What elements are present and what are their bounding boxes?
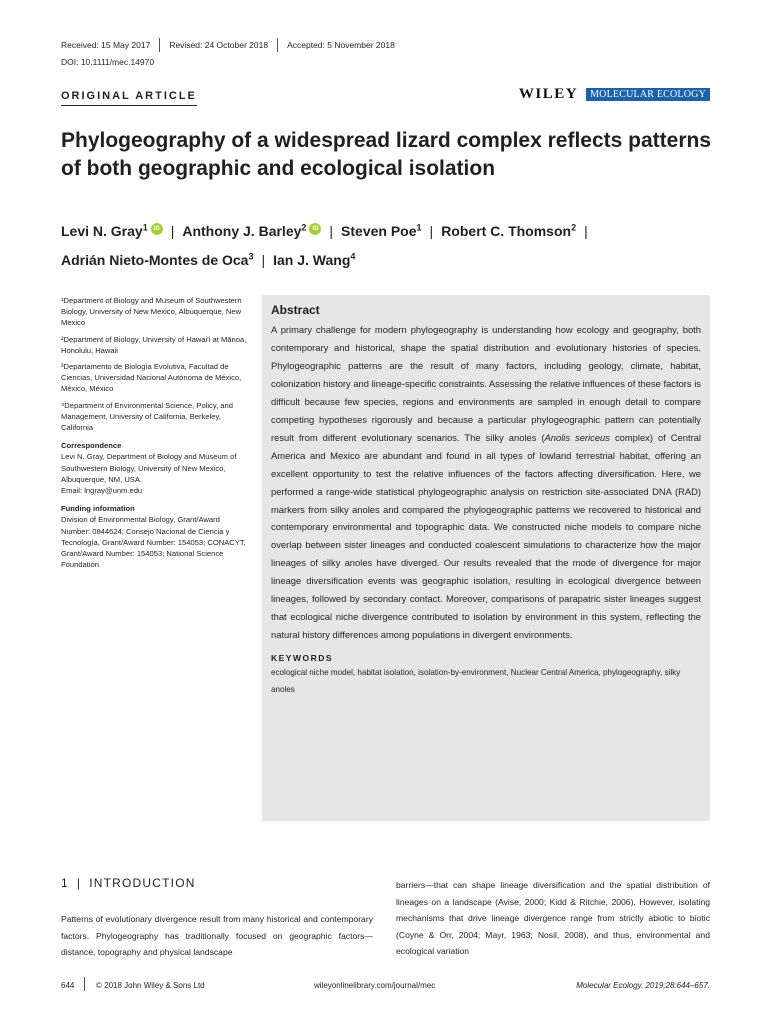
- affiliations-column: [61, 295, 251, 575]
- author[interactable]: Robert C. Thomson$^2$: [441, 222, 577, 239]
- citation: Molecular Ecology. 2019;28:644–657.: [576, 981, 710, 990]
- correspondence-email[interactable]: Email: lngray@unm.edu: [61, 486, 143, 496]
- page-number: 644: [61, 981, 75, 990]
- keywords-text: ecological niche model, habitat isolation, isolation-by-environment, Nuclear Central America, phylogeography, silky anoles: [271, 668, 681, 695]
- received-date: Received: 15 May 2017: [61, 40, 151, 50]
- divider: [159, 38, 160, 52]
- submission-dates: [61, 38, 395, 52]
- correspondence-heading: Correspondence: [61, 441, 122, 451]
- doi[interactable]: DOI: 10.1111/mec.14970: [61, 57, 155, 67]
- species-name: Anolis sericeus: [544, 431, 610, 443]
- abstract-heading: Abstract: [271, 303, 320, 317]
- intro-text-right: barriers—that can shape lineage diversification and the spatial distribution of lineages on a landscape (Avise, 2000; Kidd & Ritchie, 2006). However, isolating mechanisms that drive lineage divergence range from strictly abiotic to biotic (Coyne & Orr, 2004; Mayr, 1963; Nosil, 2008), and thus, environmental and ecological variation: [396, 880, 710, 957]
- author-separator: |: [329, 222, 334, 239]
- abstract-panel: [262, 295, 710, 821]
- author-separator: |: [261, 252, 266, 269]
- author[interactable]: Steven Poe$^1$: [341, 222, 422, 239]
- author[interactable]: Levi N. Gray$^1$: [61, 222, 148, 239]
- publisher-logo: WILEY: [518, 86, 579, 102]
- author[interactable]: Anthony J. Barley$^2$: [182, 222, 307, 239]
- author-list: [61, 214, 711, 273]
- affiliation: ³Departamento de Biología Evolutiva, Facultad de Ciencias, Universidad Nacional Autónoma de México, México, México: [61, 362, 242, 394]
- orcid-icon[interactable]: [151, 223, 163, 235]
- divider: [277, 38, 278, 52]
- revised-date: Revised: 24 October 2018: [169, 40, 269, 50]
- funding-text: Division of Environmental Biology, Grant/Award Number: 0844624; Consejo Nacional de Ciencia y Tecnología, Grant/Award Number: 154053; CONACYT, Grant/Award Number: 154053; National Science Foundation: [61, 515, 246, 570]
- affiliation: ⁴Department of Environmental Science, Policy, and Management, University of California, Berkeley, California: [61, 400, 233, 433]
- section-title: INTRODUCTION: [89, 876, 196, 890]
- author-separator: |: [584, 222, 588, 239]
- journal-url[interactable]: wileyonlinelibrary.com/journal/mec: [314, 981, 436, 990]
- author[interactable]: Ian J. Wang$^4$: [273, 251, 356, 269]
- copyright: © 2018 John Wiley & Sons Ltd: [96, 981, 205, 990]
- article-title: Phylogeography of a widespread lizard complex reflects patterns of both geographic and ecological isolation: [61, 129, 712, 180]
- correspondence-text: Levi N. Gray, Department of Biology and Museum of Southwestern Biology, University of New Mexico, Albuquerque, NM, USA.: [61, 452, 237, 484]
- author[interactable]: Adrián Nieto-Montes de Oca$^3$: [61, 251, 254, 269]
- section-heading: [61, 876, 196, 890]
- funding-heading: Funding information: [61, 504, 135, 514]
- keywords-heading: KEYWORDS: [271, 653, 334, 664]
- divider: [84, 977, 85, 991]
- section-separator: |: [76, 876, 82, 890]
- intro-text-left: Patterns of evolutionary divergence result from many historical and contemporary factors. Phylogeography has traditionally focused on geographic factors—distance, topography and physical landscape: [61, 914, 373, 958]
- affiliation: ¹Department of Biology and Museum of Southwestern Biology, University of New Mexico, Albuquerque, New Mexico: [61, 296, 242, 328]
- accepted-date: Accepted: 5 November 2018: [287, 40, 395, 50]
- author-separator: |: [170, 222, 175, 239]
- orcid-icon[interactable]: [309, 223, 321, 235]
- abstract-text: A primary challenge for modern phylogeography is understanding how ecology and geography, both contemporary and historical, shape the spatial distribution and evolutionary histories of species. Phylogeographic patterns are the result of many factors, including geology, climate, habitat, colonization history and lineage-specific constraints. Assessing the relative influences of these factors is difficult because few species, regions and environments are sampled in enough detail to compare competing hypotheses rigorously and because a particular phylogeographic pattern can potentially result from different evolutionary scenarios. The silky anoles (Anolis sericeus complex) of Central America and Mexico are abundant and found in all types of lowland terrestrial habitat, offering an excellent opportunity to test the relative influences of the factors affecting diversification. Here, we performed a range-wide statistical phylogeographic analysis on restriction site-associated DNA (RAD) markers from silky anoles and compared the phylogeographic patterns we recovered to historical and contemporary environmental and topographic data. We constructed niche models to compare niche overlap between sister lineages and conducted coalescent simulations to characterize how the major lineages of silky anoles have diverged. Our results revealed that the mode of divergence for major lineage diversification events was geographic isolation, resulting in ecological divergence between lineages, followed by secondary contact. Moreover, comparisons of parapatric sister lineages suggest that ecological niche divergence contributed to isolation by environment in this system, reflecting the natural history differences among populations in divergent environments.: [271, 324, 701, 641]
- affiliation: ²Department of Biology, University of Hawai'i at Mānoa, Honolulu, Hawaii: [61, 334, 247, 355]
- section-number: 1: [61, 876, 69, 890]
- publisher-brand: [519, 86, 710, 103]
- journal-badge: MOLECULAR ECOLOGY: [586, 88, 710, 101]
- author-separator: |: [429, 222, 434, 239]
- article-type: ORIGINAL ARTICLE: [61, 90, 197, 106]
